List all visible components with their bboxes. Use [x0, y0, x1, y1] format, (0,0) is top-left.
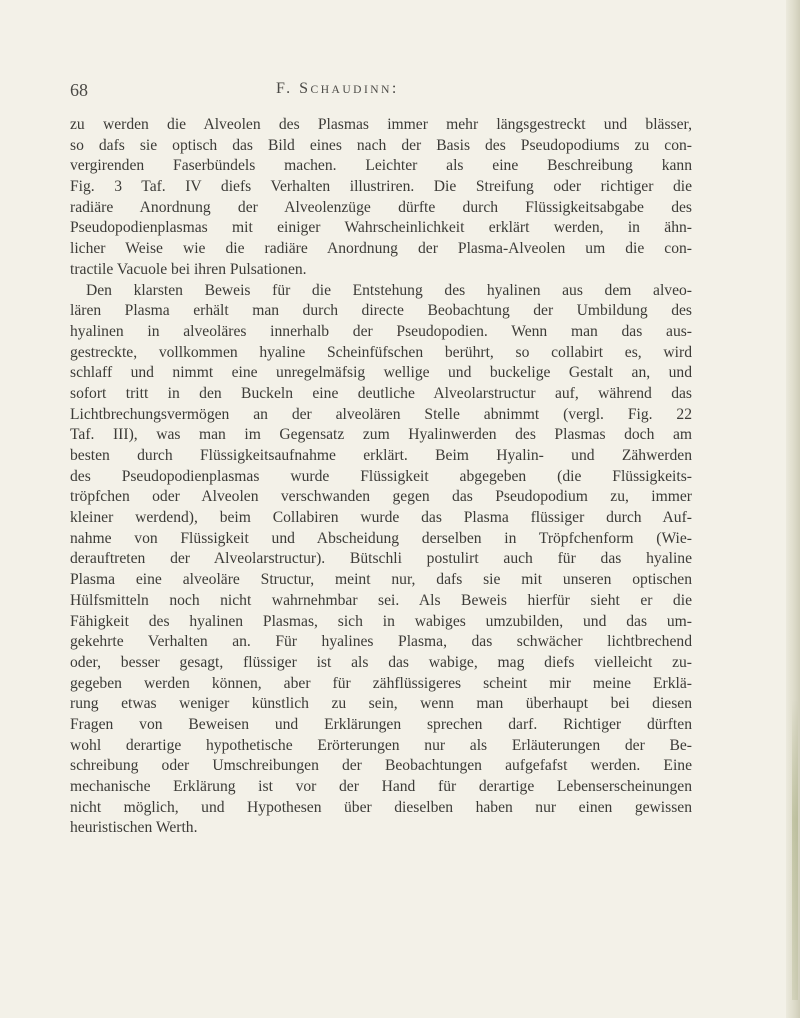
text-line: tractile Vacuole bei ihren Pulsationen.: [70, 260, 307, 278]
text-line: besten durch Flüssigkeitsaufnahme erklärt. Beim Hyalin- und Zähwerden: [70, 447, 692, 464]
text-line: Fragen von Beweisen und Erklärungen sprechen darf. Richtiger dürften: [70, 715, 692, 733]
text-line: Pseudopodienplasmas mit einiger Wahrscheinlichkeit erklärt werden, in ähn-: [70, 219, 692, 237]
page-number: 68: [70, 80, 88, 100]
text-line: hyalinen in alveoläres innerhalb der Pseudopodien. Wenn man das aus-: [70, 322, 692, 340]
text-line: Plasma eine alveoläre Structur, meint nur, dafs sie mit unseren optischen: [70, 571, 692, 589]
text-line: sofort tritt in den Buckeln eine deutliche Alveolarstructur auf, während das: [70, 384, 692, 402]
text-line: lären Plasma erhält man durch directe Beobachtung der Umbildung des: [70, 302, 692, 320]
text-line: heuristischen Werth.: [70, 819, 198, 837]
text-line: mechanische Erklärung ist vor der Hand für derartige Lebenserscheinungen: [70, 778, 692, 795]
text-line: tröpfchen oder Alveolen verschwanden gegen das Pseudopodium zu, immer: [70, 488, 692, 506]
page-edge: [786, 0, 800, 1018]
text-line: licher Weise wie die radiäre Anordnung der Plasma-Alveolen um die con-: [70, 240, 692, 258]
text-line: Hülfsmitteln noch nicht wahrnehmbar sei. Als Beweis hierfür sieht er die: [70, 591, 692, 609]
text-line: oder, besser gesagt, flüssiger ist als das wabige, mag diefs vielleicht zu-: [70, 653, 692, 671]
text-line: gestreckte, vollkommen hyaline Scheinfüfschen berührt, so collabirt es, wird: [70, 343, 692, 361]
text-line: rung etwas weniger künstlich zu sein, wenn man überhaupt bei diesen: [70, 695, 692, 713]
text-line: kleiner werdend), beim Collabiren wurde das Plasma flüssiger durch Auf-: [70, 509, 692, 527]
text-line: Den klarsten Beweis für die Entstehung des hyalinen aus dem alveo-: [86, 281, 692, 299]
body-text: [70, 115, 692, 839]
running-head: F. SCHAUDINN:: [276, 80, 399, 97]
text-line: derauftreten der Alveolarstructur). Bütschli postulirt auch für das hyaline: [70, 550, 692, 568]
text-line: schlaff und nimmt eine unregelmäfsig wellige und buckelige Gestalt an, und: [70, 364, 692, 382]
text-line: vergirenden Faserbündels machen. Leichter als eine Beschreibung kann: [70, 157, 692, 175]
text-line: zu werden die Alveolen des Plasmas immer mehr längsgestreckt und blässer,: [70, 116, 692, 133]
text-line: nahme von Flüssigkeit und Abscheidung derselben in Tröpfchenform (Wie-: [70, 529, 692, 547]
text-line: schreibung oder Umschreibungen der Beobachtungen aufgefafst werden. Eine: [70, 757, 692, 775]
text-line: radiäre Anordnung der Alveolenzüge dürfte durch Flüssigkeitsabgabe des: [70, 198, 692, 216]
page-header: [70, 80, 690, 104]
text-line: nicht möglich, und Hypothesen über dieselben haben nur einen gewissen: [70, 798, 692, 816]
text-line: wohl derartige hypothetische Erörterungen nur als Erläuterungen der Be-: [70, 736, 692, 754]
text-line: Taf. III), was man im Gegensatz zum Hyalinwerden des Plasmas doch am: [70, 426, 692, 444]
text-line: so dafs sie optisch das Bild eines nach der Basis des Pseudopodiums zu con-: [70, 136, 692, 154]
text-line: Lichtbrechungsvermögen an der alveolären Stelle abnimmt (vergl. Fig. 22: [70, 405, 692, 423]
text-line: gekehrte Verhalten an. Für hyalines Plasma, das schwächer lichtbrechend: [70, 633, 692, 651]
text-line: gegeben werden können, aber für zähflüssigeres scheint mir meine Erklä-: [70, 674, 692, 692]
text-line: Fig. 3 Taf. IV diefs Verhalten illustriren. Die Streifung oder richtiger die: [70, 178, 692, 196]
text-line: Fähigkeit des hyalinen Plasmas, sich in wabiges umzubilden, und das um-: [70, 612, 692, 630]
text-line: des Pseudopodienplasmas wurde Flüssigkeit abgegeben (die Flüssigkeits-: [70, 467, 692, 485]
